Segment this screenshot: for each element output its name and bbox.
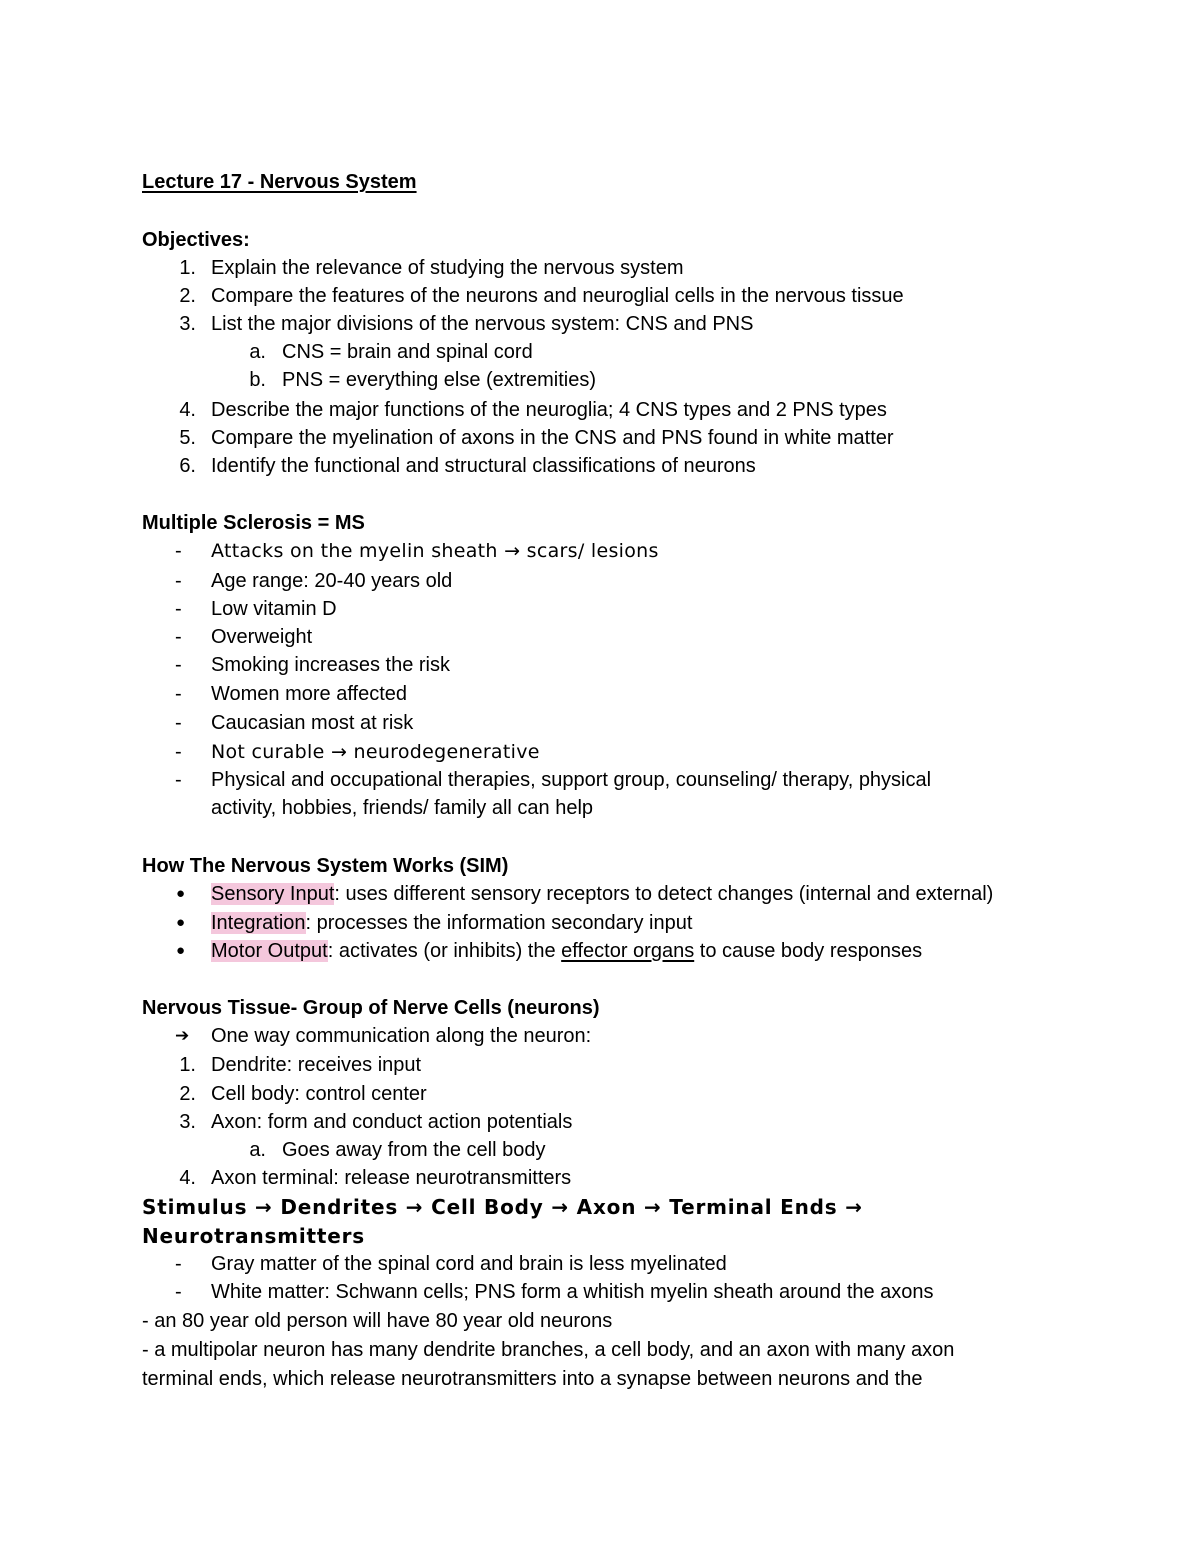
list-marker: 1. (179, 1054, 196, 1076)
objective-item: Compare the features of the neurons and neuroglial cells in the nervous tissue (211, 285, 904, 307)
highlighted-term: Motor Output (211, 940, 328, 962)
list-marker: 4. (179, 1167, 196, 1189)
dash-marker: - (175, 570, 182, 592)
list-marker: 5. (179, 427, 196, 449)
tissue-item: Axon terminal: release neurotransmitters (211, 1167, 572, 1189)
list-marker: 2. (179, 285, 196, 307)
list-marker: 1. (179, 257, 196, 279)
ms-item: Attacks on the myelin sheath → scars/ lesions (211, 540, 659, 562)
dash-marker: - (175, 741, 182, 763)
arrow-marker: ➔ (175, 1026, 190, 1046)
sim-heading: How The Nervous System Works (SIM) (142, 855, 509, 877)
ms-item: Age range: 20-40 years old (211, 570, 453, 592)
dash-marker: - (175, 598, 182, 620)
sublist-marker: a. (249, 1139, 266, 1161)
list-marker: 3. (179, 1111, 196, 1133)
bullet-marker: ● (176, 885, 186, 902)
ms-item: Not curable → neurodegenerative (211, 741, 540, 763)
tissue-item: Dendrite: receives input (211, 1054, 422, 1076)
highlighted-term: Integration (211, 912, 306, 934)
sublist-marker: b. (249, 369, 266, 391)
tissue-item: Axon: form and conduct action potentials (211, 1111, 573, 1133)
objective-item: Explain the relevance of studying the nervous system (211, 257, 684, 279)
note-line: - an 80 year old person will have 80 year old neurons (142, 1310, 613, 1332)
ms-item: Caucasian most at risk (211, 712, 414, 734)
ms-item: Physical and occupational therapies, support group, counseling/ therapy, physical (211, 769, 932, 791)
bullet-marker: ● (176, 942, 186, 959)
note-line: terminal ends, which release neurotransmitters into a synapse between neurons and the (142, 1368, 923, 1390)
tissue-item: Cell body: control center (211, 1083, 427, 1105)
objectives-heading: Objectives: (142, 229, 250, 251)
bullet-marker: ● (176, 914, 186, 931)
tissue-arrow-item: One way communication along the neuron: (211, 1025, 592, 1047)
objective-subitem: CNS = brain and spinal cord (282, 341, 533, 363)
list-marker: 6. (179, 455, 196, 477)
sim-item-text: : activates (or inhibits) the (327, 940, 562, 962)
note-line: - a multipolar neuron has many dendrite branches, a cell body, and an axon with many axon (142, 1339, 955, 1361)
objective-item: Compare the myelination of axons in the CNS and PNS found in white matter (211, 427, 894, 449)
ms-item-continued: activity, hobbies, friends/ family all can help (211, 797, 594, 819)
objective-item: List the major divisions of the nervous system: CNS and PNS (211, 313, 754, 335)
objective-subitem: PNS = everything else (extremities) (282, 369, 597, 391)
ms-item: Smoking increases the risk (211, 654, 450, 676)
flow-line-continued: Neurotransmitters (142, 1224, 365, 1248)
sim-item (211, 909, 692, 937)
sim-item (211, 937, 922, 965)
dash-marker: - (175, 626, 182, 648)
dash-marker: - (175, 1253, 182, 1275)
highlighted-term: Sensory Input (211, 883, 335, 905)
page-title: Lecture 17 - Nervous System (142, 171, 417, 193)
ms-item: Low vitamin D (211, 598, 337, 620)
sim-item (211, 880, 993, 908)
dash-marker: - (175, 769, 182, 791)
tissue-dash-item: White matter: Schwann cells; PNS form a whitish myelin sheath around the axons (211, 1281, 934, 1303)
sim-item-text: to cause body responses (694, 940, 923, 962)
tissue-heading: Nervous Tissue- Group of Nerve Cells (neurons) (142, 997, 600, 1019)
dash-marker: - (175, 540, 182, 562)
sim-item-text: : processes the information secondary input (305, 912, 693, 934)
tissue-dash-item: Gray matter of the spinal cord and brain is less myelinated (211, 1253, 727, 1275)
dash-marker: - (175, 712, 182, 734)
list-marker: 3. (179, 313, 196, 335)
ms-item: Women more affected (211, 683, 408, 705)
objective-item: Identify the functional and structural classifications of neurons (211, 455, 756, 477)
dash-marker: - (175, 654, 182, 676)
dash-marker: - (175, 683, 182, 705)
sublist-marker: a. (249, 341, 266, 363)
objective-item: Describe the major functions of the neuroglia; 4 CNS types and 2 PNS types (211, 399, 887, 421)
ms-heading: Multiple Sclerosis = MS (142, 512, 365, 534)
tissue-subitem: Goes away from the cell body (282, 1139, 546, 1161)
dash-marker: - (175, 1281, 182, 1303)
sim-item-text: : uses different sensory receptors to detect changes (internal and external) (334, 883, 994, 905)
list-marker: 4. (179, 399, 196, 421)
flow-line: Stimulus → Dendrites → Cell Body → Axon → Terminal Ends → (142, 1195, 863, 1219)
underlined-term: effector organs (561, 940, 695, 962)
list-marker: 2. (179, 1083, 196, 1105)
ms-item: Overweight (211, 626, 313, 648)
